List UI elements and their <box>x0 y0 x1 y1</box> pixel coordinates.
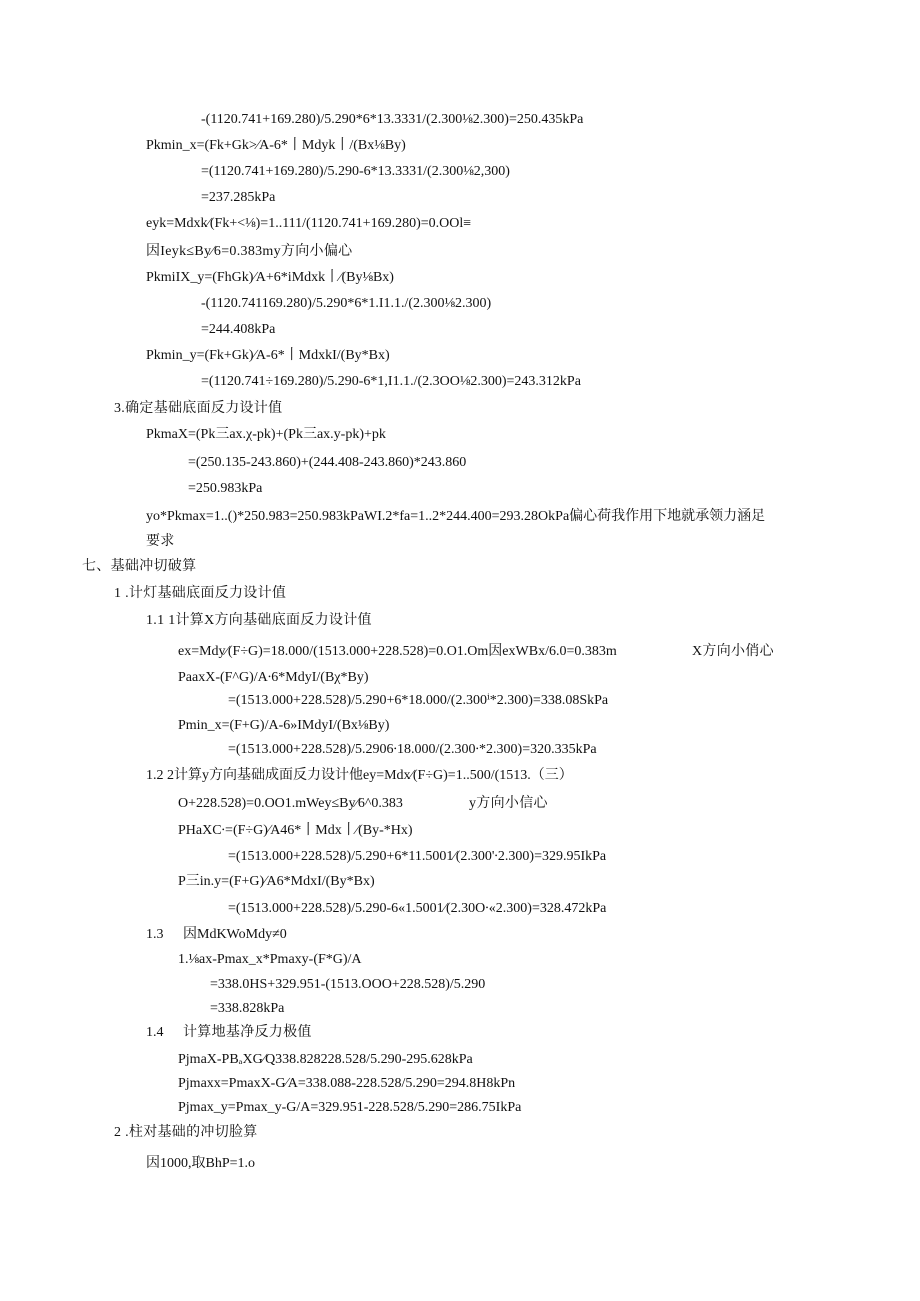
subsection-number: 1.4 <box>146 1025 164 1040</box>
formula-line: PHaXC∙=(F÷G)∕A46*丨Mdx丨∕(By-*Hx) <box>178 823 413 838</box>
formula-line: 1.⅛ax-Pmax_x*Pmaxy-(F*G)/A <box>178 952 362 967</box>
formula-line: =338.0HS+329.951-(1513.OOO+228.528)/5.290 <box>210 977 486 992</box>
formula-line: PaaxX-(F^G)/A∙6*MdyI/(Bχ*By) <box>178 670 369 685</box>
formula-line: =338.828kPa <box>210 1001 285 1016</box>
formula-line: O+228.528)=0.OO1.mWey≤By∕6^0.383 <box>178 796 403 811</box>
text-line: 因Ieyk≤By∕6=0.383my方向小偏心 <box>146 244 353 259</box>
text-line: 因1000,取BhP=1.o <box>146 1156 256 1171</box>
formula-line: PkmaX=(Pk三ax.χ-pk)+(Pk三ax.y-pk)+pk <box>146 427 386 442</box>
formula-line: Pjmaxx=PmaxX-G∕A=338.088-228.528/5.290=294.8H8kPn <box>178 1076 516 1091</box>
formula-line: -(1120.741+169.280)/5.290*6*13.3331/(2.300⅛2.300)=250.435kPa <box>201 112 584 127</box>
subsection-heading: 1.1 1计算X方向基础底面反力设计值 <box>146 613 372 628</box>
formula-line: =244.408kPa <box>201 322 276 337</box>
subsection-heading: 1 .计灯基础底面反力设计值 <box>114 586 287 601</box>
formula-line: =(1120.741÷169.280)/5.290-6*1,I1.1./(2.3OO⅛2.300)=243.312kPa <box>201 374 581 389</box>
formula-line: Pkmin_x=(Fk+Gk>∕A-6*丨Mdyk丨/(Bx⅛By) <box>146 138 406 153</box>
text-line: X方向小俏心 <box>692 644 774 659</box>
formula-line: eyk=Mdxk∕(Fk+<⅛)=1..111/(1120.741+169.280)=0.OOl≡ <box>146 216 472 231</box>
formula-line: -(1120.741169.280)/5.290*6*1.I1.1./(2.300⅛2.300) <box>201 296 492 311</box>
formula-line: PkmiIX_y=(FhGk)∕A+6*iMdxk丨∕(By⅛Bx) <box>146 270 394 285</box>
formula-line: PjmaX-PBₐXG∕Q338.828228.528/5.290-295.628kPa <box>178 1052 473 1067</box>
text-line: yo*Pkmax=1..()*250.983=250.983kPaWI.2*fa=1..2*244.400=293.28OkPa偏心荷我作用下地就承领力涵足 <box>146 509 766 524</box>
subsection-heading: 2 .柱对基础的冲切脸算 <box>114 1125 258 1140</box>
formula-line: ex=Mdy∕(F÷G)=18.000/(1513.000+228.528)=0.O1.Om因exWBx/6.0=0.383m <box>178 644 617 659</box>
text-line: 因MdKWoMdy≠0 <box>183 927 287 942</box>
formula-line: =(250.135-243.860)+(244.408-243.860)*243.860 <box>188 455 467 470</box>
formula-line: =237.285kPa <box>201 190 276 205</box>
formula-line: =(1513.000+228.528)/5.290-6«1.5001∕(2.30O∙«2.300)=328.472kPa <box>228 901 607 916</box>
formula-line: =250.983kPa <box>188 481 263 496</box>
subsection-number: 1.3 <box>146 927 164 942</box>
section-heading: 3.确定基础底面反力设计值 <box>114 401 283 416</box>
text-line: 1.2 2计算y方向基础成面反力设计他ey=Mdx∕(F÷G)=1..500/(1513.（三） <box>146 768 573 783</box>
formula-line: Pkmin_y=(Fk+Gk)∕A-6*丨MdxkI/(By*Bx) <box>146 348 390 363</box>
formula-line: =(1513.000+228.528)/5.290+6*11.5001∕(2.300'∙2.300)=329.95IkPa <box>228 849 607 864</box>
section-heading: 七、基础冲切破算 <box>82 559 197 574</box>
formula-line: =(1120.741+169.280)/5.290-6*13.3331/(2.300⅛2,300) <box>201 164 510 179</box>
text-line: y方向小信心 <box>469 796 548 811</box>
formula-line: =(1513.000+228.528)/5.290+6*18.000/(2.300ⁱ*2.300)=338.08SkPa <box>228 693 609 708</box>
text-line: 要求 <box>146 534 175 549</box>
formula-line: Pmin_x=(F+G)/A-6»IMdyI/(Bx⅛By) <box>178 718 390 733</box>
formula-line: =(1513.000+228.528)/5.2906∙18.000/(2.300∙*2.300)=320.335kPa <box>228 742 597 757</box>
formula-line: P三in.y=(F+G)∕A6*MdxI/(By*Bx) <box>178 874 375 889</box>
formula-line: Pjmax_y=Pmax_y-G/A=329.951-228.528/5.290=286.75IkPa <box>178 1100 522 1115</box>
subsection-heading: 计算地基净反力极值 <box>183 1025 312 1040</box>
